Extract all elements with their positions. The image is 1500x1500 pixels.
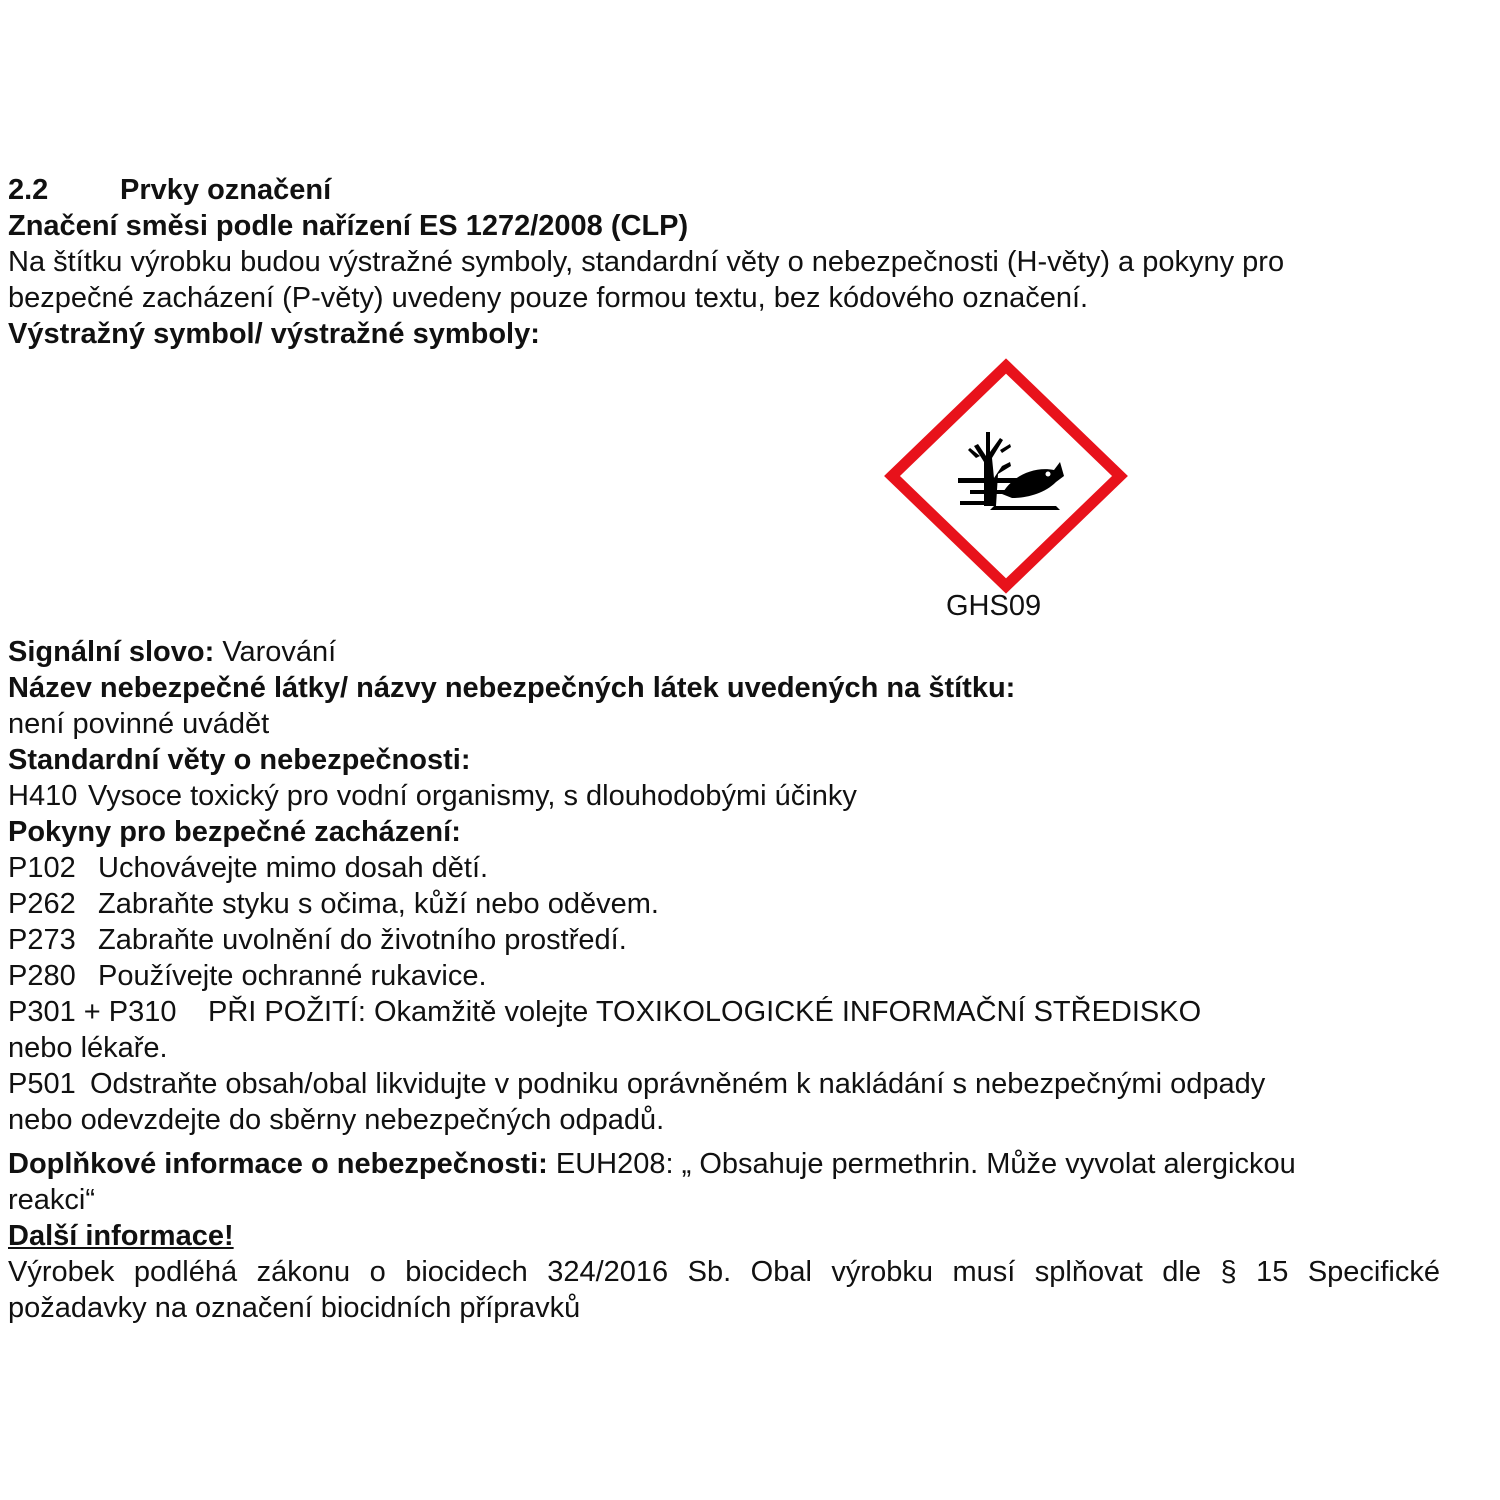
further-info-line-2: požadavky na označení biocidních přípravků bbox=[8, 1292, 581, 1324]
precautionary-row bbox=[8, 850, 1468, 886]
precautionary-code: P273 bbox=[8, 924, 76, 956]
section-heading bbox=[8, 172, 1468, 208]
precautionary-row bbox=[8, 994, 1468, 1030]
intro-line-2: bezpečné zacházení (P-věty) uvedeny pouze formou textu, bez kódového označení. bbox=[8, 282, 1089, 314]
pictogram-area bbox=[8, 352, 1468, 634]
precautionary-code: P102 bbox=[8, 852, 76, 884]
precautionary-text: Zabraňte styku s očima, kůží nebo oděvem. bbox=[98, 888, 659, 920]
further-info-line-1: Výrobek podléhá zákonu o biocidech 324/2016 Sb. Obal výrobku musí splňovat dle § 15 Specifické bbox=[8, 1256, 1440, 1288]
environment-hazard-icon bbox=[884, 358, 1128, 594]
pictogram-code: GHS09 bbox=[946, 590, 1042, 622]
substances-label: Název nebezpečné látky/ názvy nebezpečných látek uvedených na štítku: bbox=[8, 672, 1016, 704]
hazard-statement-row bbox=[8, 778, 1468, 814]
precautionary-text: Zabraňte uvolnění do životního prostředí. bbox=[98, 924, 627, 956]
signal-word-label: Signální slovo: bbox=[8, 636, 215, 668]
precautionary-label: Pokyny pro bezpečné zacházení: bbox=[8, 816, 461, 848]
supplementary-row bbox=[8, 1146, 1468, 1182]
supplementary-continuation: reakci“ bbox=[8, 1184, 96, 1216]
precautionary-row bbox=[8, 922, 1468, 958]
signal-word-row bbox=[8, 634, 1468, 670]
hazard-code: H410 bbox=[8, 780, 78, 812]
pictograms-heading: Výstražný symbol/ výstražné symboly: bbox=[8, 318, 540, 350]
document bbox=[8, 172, 1468, 1326]
precautionary-continuation: nebo odevzdejte do sběrny nebezpečných odpadů. bbox=[8, 1104, 665, 1136]
precautionary-text: PŘI POŽITÍ: Okamžitě volejte TOXIKOLOGICKÉ INFORMAČNÍ STŘEDISKO bbox=[208, 996, 1202, 1028]
section-title: Prvky označení bbox=[120, 174, 332, 206]
precautionary-continuation: nebo lékaře. bbox=[8, 1032, 168, 1064]
precautionary-row bbox=[8, 886, 1468, 922]
section-number: 2.2 bbox=[8, 174, 49, 206]
supplementary-text: EUH208: „ Obsahuje permethrin. Může vyvolat alergickou bbox=[555, 1148, 1296, 1180]
hazard-text: Vysoce toxický pro vodní organismy, s dlouhodobými účinky bbox=[88, 780, 857, 812]
supplementary-label: Doplňkové informace o nebezpečnosti: bbox=[8, 1148, 548, 1180]
precautionary-code: P501 bbox=[8, 1068, 76, 1100]
precautionary-code: P301 + P310 bbox=[8, 996, 177, 1028]
precautionary-row bbox=[8, 1066, 1468, 1102]
precautionary-text: Používejte ochranné rukavice. bbox=[98, 960, 487, 992]
precautionary-code: P262 bbox=[8, 888, 76, 920]
intro-line-1: Na štítku výrobku budou výstražné symboly, standardní věty o nebezpečnosti (H-věty) a pokyny pro bbox=[8, 246, 1285, 278]
precautionary-row bbox=[8, 958, 1468, 994]
further-info-label: Další informace! bbox=[8, 1220, 234, 1252]
precautionary-code: P280 bbox=[8, 960, 76, 992]
precautionary-text: Odstraňte obsah/obal likvidujte v podniku oprávněném k nakládání s nebezpečnými odpady bbox=[90, 1068, 1266, 1100]
signal-word-value: Varování bbox=[222, 636, 337, 668]
subtitle: Značení směsi podle nařízení ES 1272/2008 (CLP) bbox=[8, 210, 689, 242]
precautionary-text: Uchovávejte mimo dosah dětí. bbox=[98, 852, 489, 884]
substances-value: není povinné uvádět bbox=[8, 708, 270, 740]
hazard-statements-label: Standardní věty o nebezpečnosti: bbox=[8, 744, 471, 776]
